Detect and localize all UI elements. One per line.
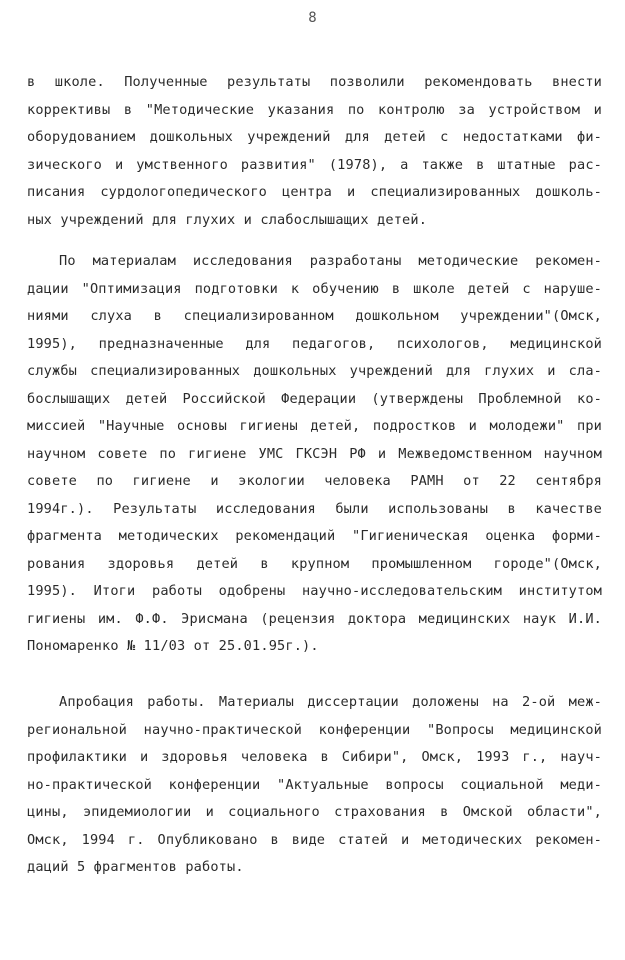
text-line: ных учреждений для глухих и слабослышащих детей. (27, 211, 428, 228)
text-line: рования здоровья детей в крупном промышленном городе"(Омск, (27, 555, 602, 572)
text-line: гигиены им. Ф.Ф. Эрисмана (рецензия доктора медицинских наук И.И. (27, 610, 602, 627)
text-line: ниями слуха в специализированном дошкольном учреждении"(Омск, (27, 308, 602, 324)
text-line: зического и умственного развития" (1978), а также в штатные рас- (27, 156, 602, 173)
text-line: дации "Оптимизация подготовки к обучению в школе детей с наруше- (27, 280, 602, 297)
page-number: 8 (308, 10, 317, 26)
text-line: По материалам исследования разработаны методические рекомен- (59, 253, 602, 269)
text-line: профилактики и здоровья человека в Сибири", Омск, 1993 г., науч- (27, 749, 602, 765)
text-line: 1995), предназначенные для педагогов, психологов, медицинской (27, 335, 602, 352)
text-line: коррективы в "Методические указания по контролю за устройством и (27, 101, 602, 118)
text-line: совете по гигиене и экологии человека РАМН от 22 сентября (27, 473, 602, 489)
text-line: даций 5 фрагментов работы. (27, 859, 244, 875)
text-line: Апробация работы. Материалы диссертации доложены на 2-ой меж- (59, 694, 602, 710)
text-line: писания сурдологопедического центра и специализированных дошколь- (27, 184, 602, 200)
text-line: бослышащих детей Российской Федерации (утверждены Проблемной ко- (27, 390, 602, 407)
text-line: цины, эпидемиологии и социального страхования в Омской области", (27, 804, 602, 820)
paragraph-3 (27, 689, 602, 882)
text-line: но-практической конференции "Актуальные вопросы социальной меди- (27, 776, 602, 793)
text-line: 1995). Итоги работы одобрены научно-исследовательским институтом (27, 583, 602, 599)
text-line: региональной научно-практической конференции "Вопросы медицинской (27, 721, 602, 738)
text-line: Пономаренко № 11/03 от 25.01.95г.). (27, 638, 319, 654)
text-line: службы специализированных дошкольных учреждений для глухих и сла- (27, 363, 602, 379)
text-line: фрагмента методических рекомендаций "Гигиеническая оценка форми- (27, 528, 602, 544)
text-line: 1994г.). Результаты исследования были использованы в качестве (27, 500, 602, 517)
text-line: миссией "Научные основы гигиены детей, подростков и молодежи" при (27, 418, 602, 434)
text-line: Омск, 1994 г. Опубликовано в виде статей и методических рекомен- (27, 831, 602, 848)
paragraph-2 (27, 248, 602, 661)
paragraph-1 (27, 69, 602, 234)
text-line: оборудованием дошкольных учреждений для детей с недостатками фи- (27, 129, 602, 145)
text-line: в школе. Полученные результаты позволили рекомендовать внести (27, 74, 602, 90)
text-line: научном совете по гигиене УМС ГКСЭН РФ и Межведомственном научном (27, 445, 602, 462)
